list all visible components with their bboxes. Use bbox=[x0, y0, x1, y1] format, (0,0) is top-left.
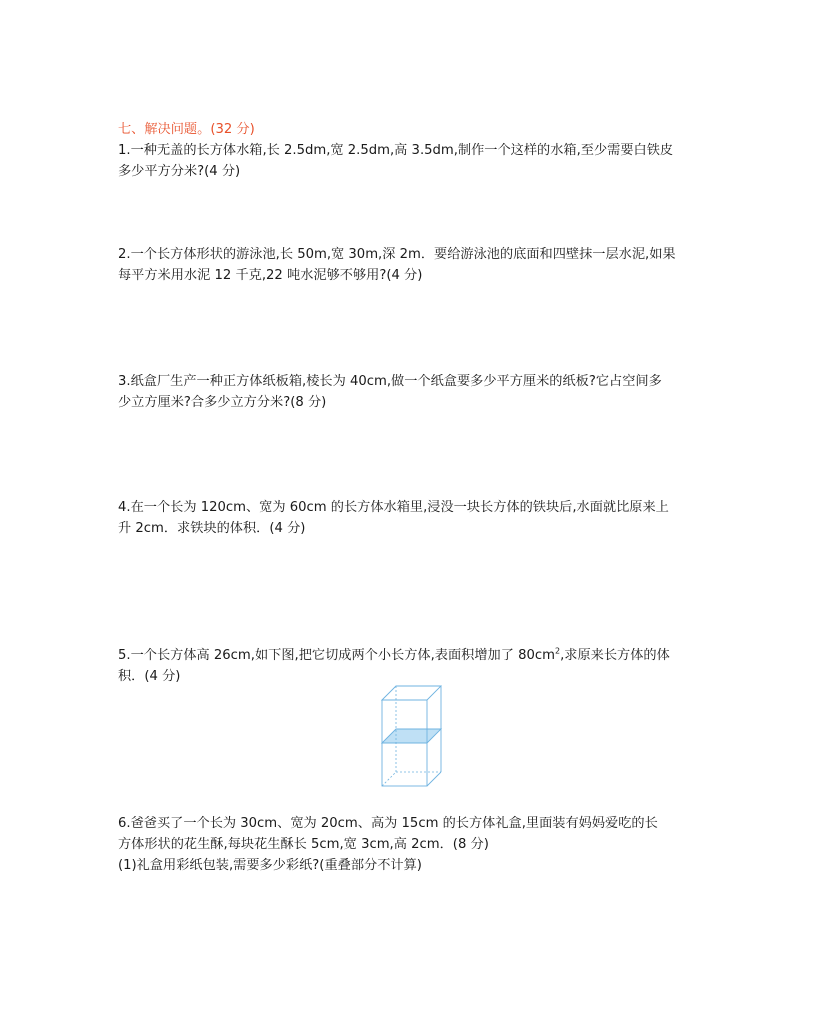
question-4-line-2: 升 2cm．求铁块的体积．(4 分) bbox=[118, 521, 306, 536]
question-2-line-2: 每平方米用水泥 12 千克,22 吨水泥够不够用?(4 分) bbox=[118, 268, 423, 283]
section-title: 七、解决问题。 bbox=[118, 122, 211, 137]
top-face bbox=[382, 686, 441, 700]
question-5-text-b: ,求原来长方体的体 bbox=[560, 648, 670, 663]
question-3-line-1: 3.纸盒厂生产一种正方体纸板箱,棱长为 40cm,做一个纸盒要多少平方厘米的纸板?它占空间多 bbox=[118, 374, 662, 389]
bottom-right-edge bbox=[427, 772, 441, 786]
hidden-bottom-left-edge bbox=[382, 772, 396, 786]
cuboid-cut-figure bbox=[378, 684, 448, 788]
cut-plane bbox=[382, 729, 441, 743]
question-6-sub-1: (1)礼盒用彩纸包装,需要多少彩纸?(重叠部分不计算) bbox=[118, 858, 422, 873]
question-5-text-a: 5.一个长方体高 26cm,如下图,把它切成两个小长方体,表面积增加了 80cm bbox=[118, 648, 555, 663]
question-5-line-1 bbox=[118, 646, 670, 666]
question-2-line-1: 2.一个长方体形状的游泳池,长 50m,宽 30m,深 2m．要给游泳池的底面和四壁抹一层水泥,如果 bbox=[118, 247, 676, 262]
section-score: (32 分) bbox=[210, 122, 255, 137]
question-3-line-2: 少立方厘米?合多少立方分米?(8 分) bbox=[118, 395, 327, 410]
question-6-line-1: 6.爸爸买了一个长为 30cm、宽为 20cm、高为 15cm 的长方体礼盒,里面装有妈妈爱吃的长 bbox=[118, 816, 658, 831]
question-5-line-2: 积．(4 分) bbox=[118, 669, 181, 684]
question-1-line-2: 多少平方分米?(4 分) bbox=[118, 164, 241, 179]
squared-superscript: 2 bbox=[554, 646, 561, 656]
question-6-line-2: 方体形状的花生酥,每块花生酥长 5cm,宽 3cm,高 2cm．(8 分) bbox=[118, 837, 489, 852]
question-1-line-1: 1.一种无盖的长方体水箱,长 2.5dm,宽 2.5dm,高 3.5dm,制作一个这样的水箱,至少需要白铁皮 bbox=[118, 143, 674, 158]
section-heading bbox=[118, 120, 255, 140]
question-4-line-1: 4.在一个长为 120cm、宽为 60cm 的长方体水箱里,浸没一块长方体的铁块后,水面就比原来上 bbox=[118, 500, 669, 515]
